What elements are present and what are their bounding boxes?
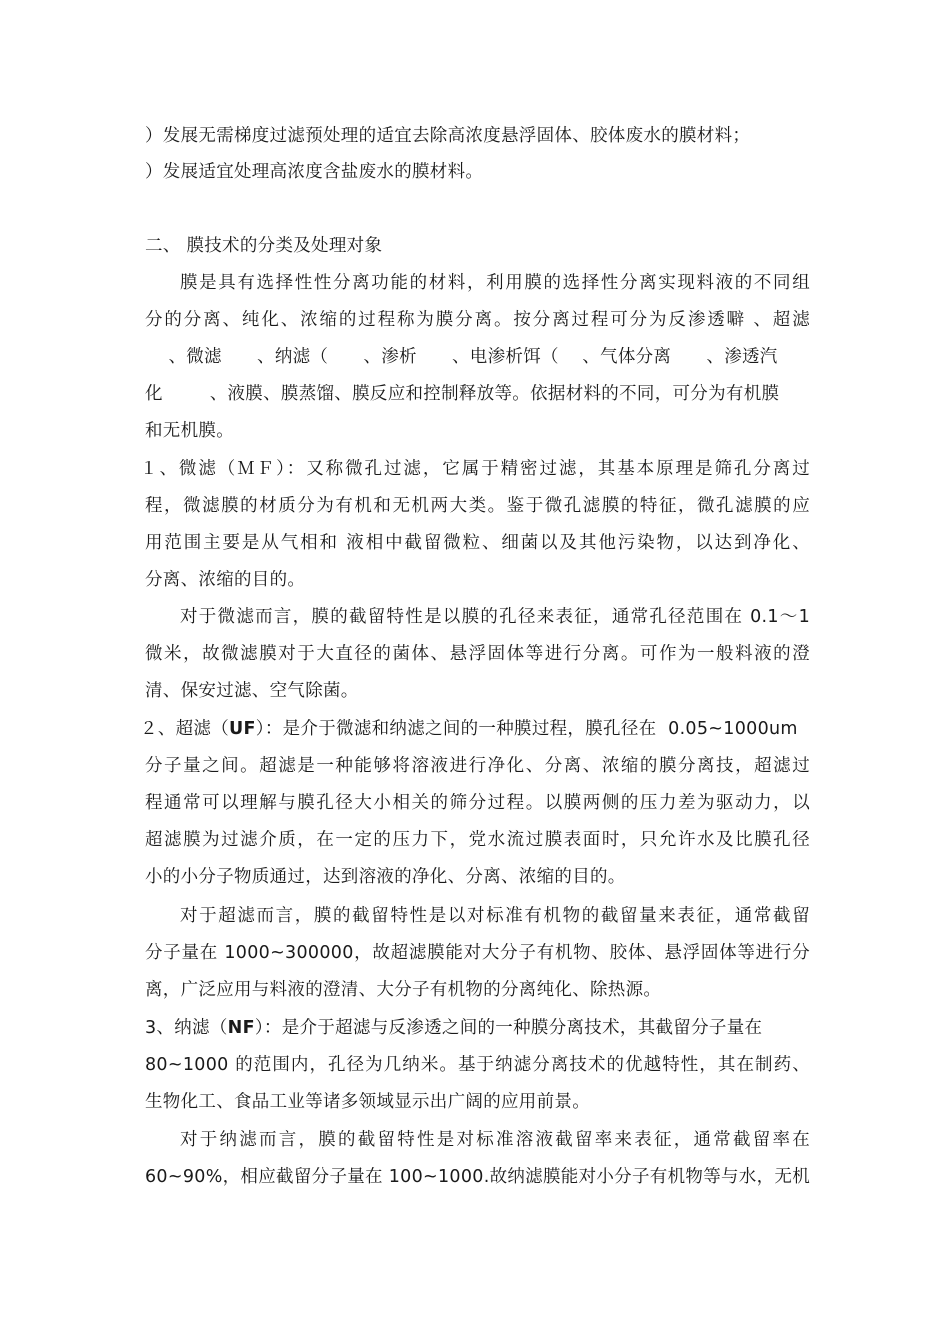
- paragraph-line: 分子量之间。超滤是一种能够将溶液进行净化、分离、浓缩的膜分离技，超滤过: [145, 756, 810, 776]
- paragraph-line: 清、保安过滤、空气除菌。: [145, 681, 359, 701]
- paragraph-line: 80~1000 的范围内，孔径为几纳米。基于纳滤分离技术的优越特性，其在制药、: [145, 1055, 810, 1075]
- paragraph-line: １、微滤（ＭＦ）：又称微孔过滤，它属于精密过滤，其基本原理是筛孔分离过: [140, 459, 810, 479]
- paragraph-line: 、微滤 、纳滤（ 、渗析 、电渗析饵（ 、气体分离 、渗透汽: [145, 347, 778, 367]
- paragraph-line: 分离、浓缩的目的。: [145, 570, 306, 590]
- uf-abbreviation: UF: [229, 719, 256, 739]
- paragraph-line: 程通常可以理解与膜孔径大小相关的筛分过程。以膜两侧的压力差为驱动力，以: [145, 793, 810, 813]
- paragraph-line: 小的小分子物质通过，达到溶液的净化、分离、浓缩的目的。: [145, 867, 626, 887]
- list-item: ）发展适宜处理高浓度含盐废水的膜材料。: [145, 162, 484, 182]
- paragraph-line: 分子量在 1000~300000，故超滤膜能对大分子有机物、胶体、悬浮固体等进行分: [145, 943, 810, 963]
- paragraph-line: 对于超滤而言，膜的截留特性是以对标准有机物的截留量来表征，通常截留: [180, 906, 810, 926]
- paragraph-line: 分的分离、纯化、浓缩的过程称为膜分离。按分离过程可分为反渗透噼 、超滤: [145, 310, 810, 330]
- paragraph-line: 程，微滤膜的材质分为有机和无机两大类。鉴于微孔滤膜的特征，微孔滤膜的应: [145, 496, 810, 516]
- nf-first-line: ）：是介于超滤与反渗透之间的一种膜分离技术，其截留分子量在: [254, 1018, 763, 1038]
- paragraph-line: 离，广泛应用与料液的澄清、大分子有机物的分离纯化、除热源。: [145, 980, 662, 1000]
- paragraph-line: 60~90%，相应截留分子量在 100~1000.故纳滤膜能对小分子有机物等与水，无机: [145, 1167, 810, 1187]
- paragraph-line: 用范围主要是从气相和 液相中截留微粒、细菌以及其他污染物，以达到净化、: [145, 533, 810, 553]
- nf-number: 3、纳滤（: [145, 1018, 228, 1038]
- section-heading: 二、 膜技术的分类及处理对象: [145, 236, 383, 256]
- paragraph-line: 微米，故微滤膜对于大直径的菌体、悬浮固体等进行分离。可作为一般料液的澄: [145, 644, 810, 664]
- paragraph-line: 生物化工、食品工业等诸多领域显示出广阔的应用前景。: [145, 1092, 590, 1112]
- paragraph-line: 对于纳滤而言，膜的截留特性是对标准溶液截留率来表征，通常截留率在: [180, 1130, 810, 1150]
- list-item: ）发展无需梯度过滤预处理的适宜去除高浓度悬浮固体、胶体废水的膜材料；: [145, 126, 751, 146]
- paragraph-line: 对于微滤而言，膜的截留特性是以膜的孔径来表征，通常孔径范围在 0.1～1: [180, 607, 810, 627]
- nf-abbreviation: NF: [227, 1018, 255, 1038]
- uf-first-line: ）：是介于微滤和纳滤之间的一种膜过程，膜孔径在 0.05~1000um: [255, 719, 798, 739]
- uf-number: ２、超滤（: [140, 719, 229, 739]
- paragraph-line: [140, 716, 810, 742]
- paragraph-line: 超滤膜为过滤介质，在一定的压力下，党水流过膜表面时，只允许水及比膜孔径: [145, 830, 810, 850]
- paragraph-line: 化 、液膜、膜蒸馏、膜反应和控制释放等。依据材料的不同，可分为有机膜: [145, 384, 780, 404]
- paragraph-line: [145, 1015, 810, 1041]
- paragraph-line: 和无机膜。: [145, 421, 234, 441]
- paragraph-line: 膜是具有选择性性分离功能的材料，利用膜的选择性分离实现料液的不同组: [180, 273, 810, 293]
